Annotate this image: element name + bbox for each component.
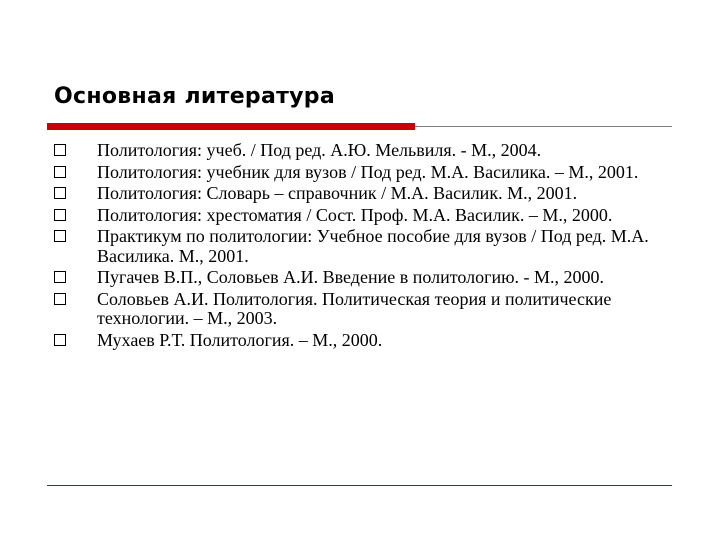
list-item [54, 141, 654, 161]
list-item-text: Политология: учебник для вузов / Под ред. М.А. Василика. – М., 2001. [97, 161, 639, 182]
list-item [54, 206, 654, 226]
hollow-square-bullet-icon [54, 187, 66, 199]
hollow-square-bullet-icon [54, 334, 66, 346]
bottom-rule [47, 485, 672, 486]
hollow-square-bullet-icon [54, 144, 66, 156]
hollow-square-bullet-icon [54, 166, 66, 178]
list-item [54, 227, 654, 266]
list-item-text: Политология: Словарь – справочник / М.А. Василик. М., 2001. [97, 183, 578, 203]
list-item-text: Политология: хрестоматия / Сост. Проф. М.А. Василик. – М., 2000. [97, 204, 613, 225]
hollow-square-bullet-icon [54, 209, 66, 221]
hollow-square-bullet-icon [54, 271, 66, 283]
accent-bar [47, 123, 415, 130]
list-item-text: Практикум по политологии: Учебное пособие для вузов / Под ред. М.А. Василика. М., 2001. [97, 226, 649, 266]
list-item [54, 331, 654, 351]
hollow-square-bullet-icon [54, 293, 66, 305]
list-item [54, 184, 654, 204]
slide-title: Основная литература [54, 84, 335, 109]
list-item-text: Соловьев А.И. Политология. Политическая теория и политические технологии. – М., 2003. [97, 288, 612, 328]
list-item-text: Мухаев Р.Т. Политология. – М., 2000. [97, 329, 383, 350]
list-item-text: Пугачев В.П., Соловьев А.И. Введение в политологию. - М., 2000. [97, 267, 605, 287]
list-item [54, 268, 654, 288]
list-item [54, 290, 654, 329]
list-item-text: Политология: учеб. / Под ред. А.Ю. Мельвиля. - М., 2004. [97, 140, 542, 160]
literature-list [54, 141, 654, 352]
hollow-square-bullet-icon [54, 230, 66, 242]
list-item [54, 163, 654, 183]
